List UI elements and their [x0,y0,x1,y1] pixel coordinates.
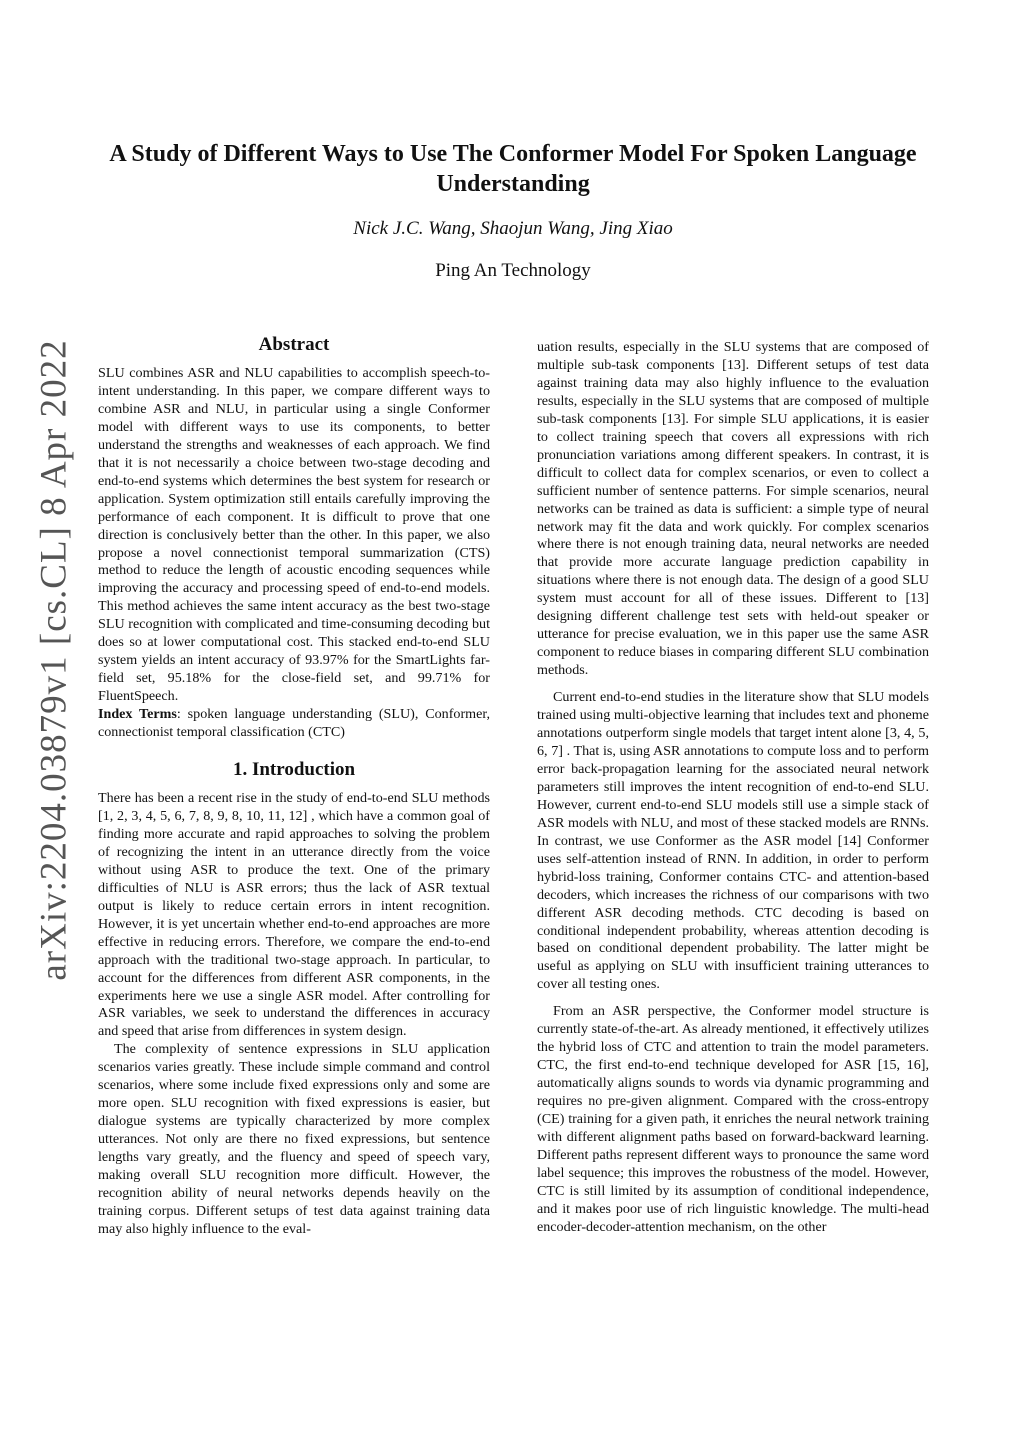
index-terms [98,706,490,742]
left-column [98,333,490,1239]
right-column [537,339,929,1237]
arxiv-identifier: arXiv:2204.03879v1 [cs.CL] 8 Apr 2022 [33,339,75,981]
introduction-heading: 1. Introduction [232,759,356,781]
paper-title: A Study of Different Ways to Use The Conformer Model For Spoken Language Understanding [109,141,917,197]
abstract-heading: Abstract [258,334,330,355]
abstract-text: SLU combines ASR and NLU capabilities to accomplish speech-to-intent understanding. In this paper, we compare different ways to combine ASR and NLU, in particular using a single Conformer model with different ways to use its components, to better understand the strengths and weaknesses of each approach. We find that it is not necessarily a choice between two-stage decoding and end-to-end systems which determines the best system for research or application. System optimization still entails carefully improving the performance of each component. It is difficult to prove that one direction is conclusively better than the other. In this paper, we also propose a novel connectionist temporal summarization (CTS) method to reduce the length of acoustic encoding sequences while improving the accuracy and processing speed of end-to-end models. This method achieves the same intent accuracy as the best two-stage SLU recognition with complicated and time-consuming decoding but does so at lower computational cost. This stacked end-to-end SLU system yields an intent accuracy of 93.97% for the SmartLights far-field set, 95.18% for the close-field set, and 99.71% for FluentSpeech. [98,365,490,705]
intro-paragraph-4: Current end-to-end studies in the literature show that SLU models trained using multi-objective learning that includes text and phoneme annotations outperform single models that target intent alone [3, 4, 5, 6, 7] . That is, using ASR annotations to compute loss and to perform error back-propagation learning for the associated neural network parameters still improves the intent recognition of end-to-end SLU. However, current end-to-end SLU models still use a simple stack of ASR models with NLU, and most of these stacked models are RNNs. In contrast, we use Conformer as the ASR model [14] Conformer uses self-attention instead of RNN. In addition, in order to perform hybrid-loss training, Conformer contains CTC- and attention-based decoders, which increases the richness of our comparisons with two different ASR decoding methods. CTC decoding is based on conditional independent probability, whereas attention decoding is based on conditional dependent probability. The latter might be useful as applying on SLU with insufficient training utterances to cover all testing ones. [537,689,929,993]
intro-paragraph-3: uation results, especially in the SLU systems that are composed of multiple sub-task components [13]. Different setups of test data against training data may also highly influence to the evaluation results, especially in the SLU systems that are composed of multiple sub-task components [13]. For simple SLU applications, it is easier to collect training speech that covers all expressions with rich pronunciation variations among different speakers. In contrast, it is difficult to collect data for complex scenarios, or even to collect a sufficient number of sentence patterns. For simple scenarios, neural networks can be trained as data is sufficient: a simple type of neural network may fit the data and work quickly. For complex scenarios where there is not enough training data, neural networks are needed that provide more accurate language prediction capability in situations where there is not enough data. The design of a good SLU system must account for all of these issues. Different to [13] designing different challenge test sets with held-out speaker or utterance for precise evaluation, we in this paper use the same ASR component to reduce biases in comparing different SLU combination methods. [537,339,929,679]
intro-paragraph-1: There has been a recent rise in the study of end-to-end SLU methods [1, 2, 3, 4, 5, 6, 7, 8, 9, 8, 10, 11, 12] , which have a common goal of finding more accurate and rapid approaches to solving the problem of recognizing the intent in an utterance directly from the voice without using ASR to produce the text. One of the primary difficulties of NLU is ASR errors; thus the lack of ASR textual output is likely to reduce certain errors in intent recognition. However, it is yet uncertain whether end-to-end approaches are more effective in reducing errors. Therefore, we compare the end-to-end approach with the traditional two-stage approach. In particular, to account for the differences from different ASR components, in the experiments here we use a single ASR model. After controlling for ASR variables, we seek to understand the differences in accuracy and speed that arise from differences in system design. [98,790,490,1040]
intro-paragraph-2: The complexity of sentence expressions in SLU application scenarios varies greatly. These include simple command and control scenarios, where some include fixed expressions only and some are more open. SLU recognition with fixed expressions is easier, but dialogue systems are typically characterized by more complex utterances. Not only are there no fixed expressions, but sentence lengths vary greatly, and the fluency and speed of speech vary, making overall SLU recognition more difficult. However, the recognition ability of neural networks depends heavily on the training corpus. Different setups of test data against training data may also highly influence to the eval- [98,1041,490,1237]
index-terms-text: : spoken language understanding (SLU), Conformer, connectionist temporal classification (CTC) [98,706,491,741]
paper-affiliation: Ping An Technology [435,260,591,281]
intro-paragraph-5: From an ASR perspective, the Conformer model structure is currently state-of-the-art. As already mentioned, it effectively utilizes the hybrid loss of CTC and attention to train the model parameters. CTC, the first end-to-end technique developed for ASR [15, 16], automatically aligns sounds to words via dynamic programming and requires no pre-given alignment. Compared with the cross-entropy (CE) training for a given path, it enriches the neural network training with different alignment paths based on forward-backward learning. Different paths represent different ways to pronounce the same word label sequence; this improves the robustness of the model. However, CTC is still limited by its assumption of conditional independence, and it makes poor use of rich linguistic knowledge. The multi-head encoder-decoder-attention mechanism, on the other [537,1003,929,1235]
paper-authors: Nick J.C. Wang, Shaojun Wang, Jing Xiao [353,218,673,239]
index-terms-label: Index Terms [98,706,177,723]
